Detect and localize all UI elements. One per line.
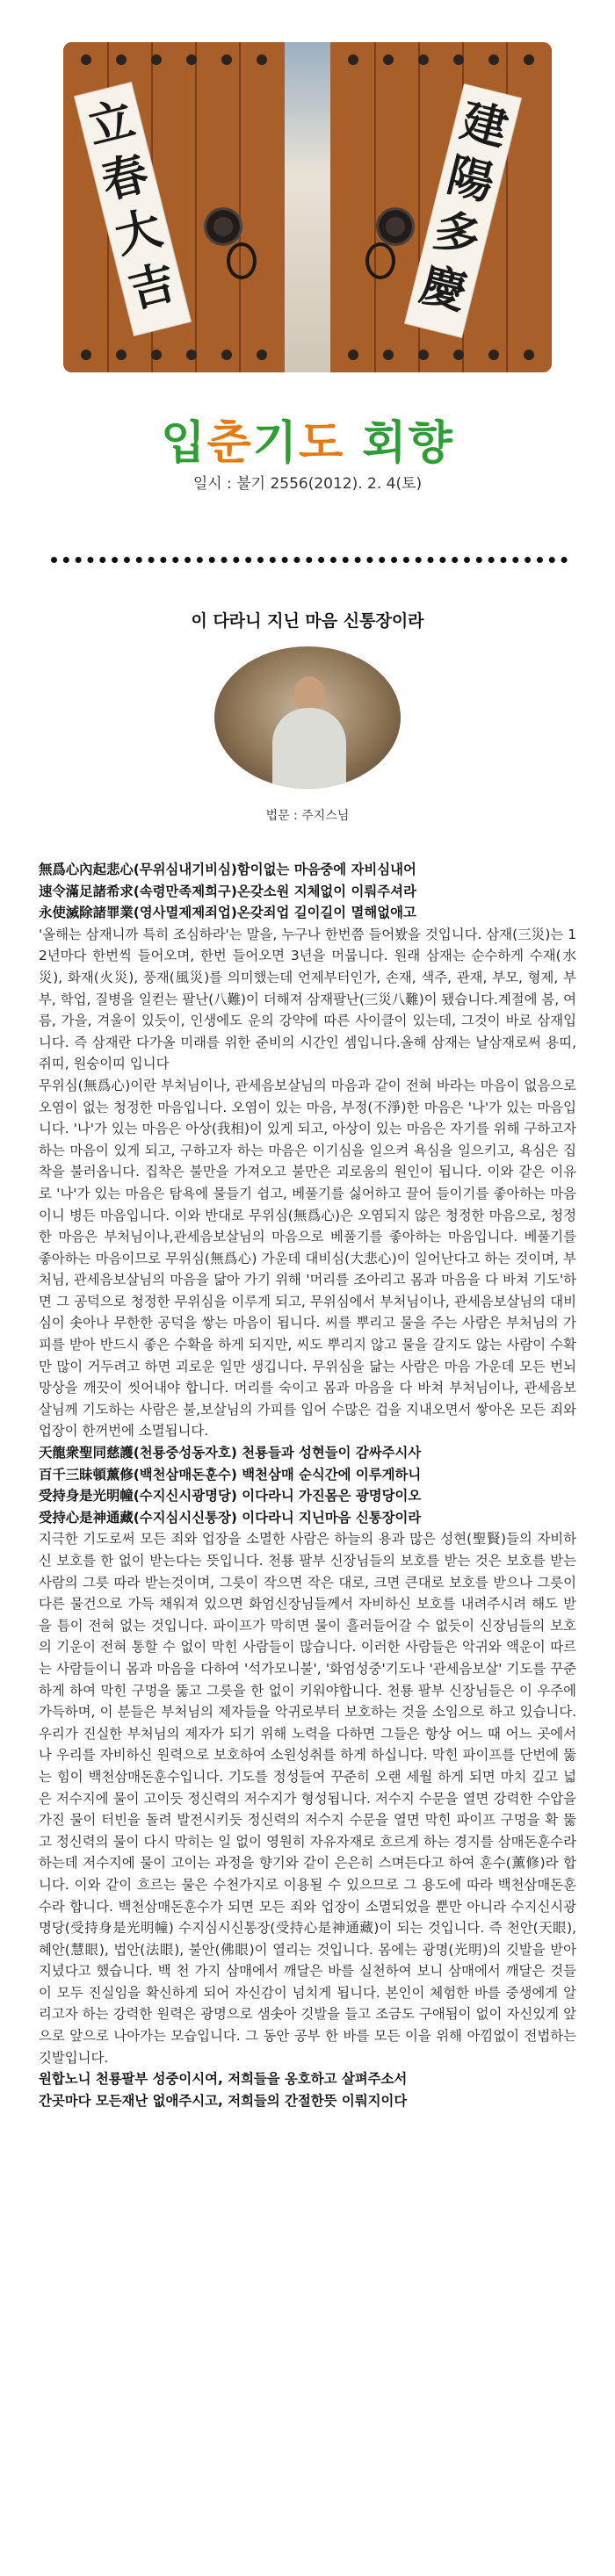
left-scroll-text: 立 春 大 吉 xyxy=(83,91,181,319)
door-ornament-icon xyxy=(376,207,415,246)
title-char: 기 xyxy=(252,417,299,470)
event-date: 일시 : 불기 2556(2012). 2. 4(토) xyxy=(192,475,423,493)
door-ornament-icon xyxy=(204,207,242,246)
door-gap xyxy=(285,42,330,372)
verse-line: 速令滿足諸希求(속령만족제희구)온갖소원 지체없이 이뤄주셔라 xyxy=(39,883,416,899)
page-title xyxy=(0,406,615,472)
title-char: 입 xyxy=(161,417,207,470)
title-char: 도 xyxy=(298,417,345,470)
dotted-divider xyxy=(51,557,568,563)
title-char: 회 xyxy=(362,417,409,470)
verse-line: 간곳마다 모든재난 없애주시고, 저희들의 간절한뜻 이뤄지이다 xyxy=(39,2092,408,2109)
verse-line: 天龍衆聖同慈護(천룡중성동자호) 천룡들과 성현들이 감싸주시사 xyxy=(39,1445,422,1461)
title-char: 춘 xyxy=(206,417,253,470)
body-paragraph: 무위심(無爲心)이란 부처님이나, 관세음보살님의 마음과 같이 전혀 바라는 마음이 없음으로 오염이 없는 청정한 마음입니다. 오염이 있는 마음, 부정(不淨)한 마음은 '나'가 있는 마음입니다. '나'가 있는 마음은 아상(我相)이 있게 되고, 아상이 있는 마음은 자기를 위해 구하고자 하는 마음이 있게 되고, 구하고자 하는 마음은 이기심을 일으켜 욕심을 일으키고, 욕심은 집착을 불러옵니다. 집착은 불만을 가져오고 불만은 괴로움의 원인이 됩니다. 이와 같은 이유로 '나'가 있는 마음은 탐욕에 물들기 쉽고, 베풀기를 싫어하고 끌어 들이기를 좋아하는 마음이니 병든 마음입니다. 이와 반대로 무위심(無爲心)은 오염되지 않은 청정한 마음으로, 청정한 마음은 부처님이나,관세음보살님의 마음으로 베풀기를 좋아하는 마음입니다. 베풀기를 좋아하는 마음이므로 무위심(無爲心) 가운데 대비심(大悲心)이 일어난다고 하는 것이며, 부처님, 관세음보살님의 마음을 닮아 가기 위해 '머리를 조아리고 몸과 마음을 다 바쳐 기도'하면 그 공덕으로 청정한 무위심을 이루게 되고, 무위심에서 부처님이나, 관세음보살님의 대비심이 솟아나 무한한 공덕을 쌓는 마음이 됩니다. 씨를 뿌리고 물을 주는 사람은 부처님의 가피를 받아 반드시 좋은 수확을 하게 되지만, 씨도 뿌리지 않고 물을 갈지도 않는 사람이 수확만 많이 거두려고 하면 괴로운 일만 생깁니다. 무위심을 닮는 사람은 마음 가운데 모든 번뇌 망상을 깨끗이 씻어내야 합니다. 머리를 숙이고 몸과 마음을 다 바쳐 부처님이나, 관세음보살님께 기도하는 사람은 불,보살님의 가피를 입어 수많은 겁을 지내오면서 쌓아온 모든 죄와 업장이 한꺼번에 소멸됩니다. xyxy=(39,1077,576,1440)
verse-line: 受持心是神通藏(수지심시신통장) 이다라니 지닌마음 신통장이라 xyxy=(39,1509,422,1526)
right-scroll-text: 建 陽 多 慶 xyxy=(415,93,513,321)
verse-line: 원합노니 천룡팔부 성중이시여, 저희들을 옹호하고 살펴주소서 xyxy=(39,2071,408,2088)
sermon-body xyxy=(39,859,576,2111)
speaker-photo xyxy=(214,646,401,789)
header-banner-image xyxy=(63,42,552,372)
verse-line: 永使滅除諸罪業(영사멸제제죄업)온갖죄업 길이길이 멸해없애고 xyxy=(39,905,416,921)
body-paragraph: '올해는 삼재니까 특히 조심하라'는 말을, 누구나 한번쯤 들어봤을 것입니다. 삼재(三災)는 12년마다 한번씩 들어오며, 한번 들어오면 3년을 머뭅니다. 원래 삼재는 순수하게 수재(水災), 화재(火災), 풍재(風災)를 의미했는데 언제부터인가, 손재, 색주, 관재, 부모, 형제, 부부, 학업, 질병을 일컫는 팔난(八難)이 더해져 삼재팔난(三災八難)이 됐습니다.계절에 봄, 여름, 가을, 겨울이 있듯이, 인생에도 운의 강약에 따른 사이클이 있는데, 그것이 바로 삼재입니다. 즉 삼재란 다가올 미래를 위한 준비의 시간인 셈입니다.올해 삼재는 날삼재로써 용띠, 쥐띠, 원숭이띠 입니다 xyxy=(39,926,576,1072)
sermon-subtitle: 이 다라니 지닌 마음 신통장이라 xyxy=(191,611,424,631)
door-knocker-icon xyxy=(227,242,257,279)
speaker-caption: 법문 : 주지스님 xyxy=(265,809,350,823)
verse-line: 百千三昧頓薰修(백천삼매돈훈수) 백천삼매 순식간에 이루게하니 xyxy=(39,1466,422,1483)
verse-line: 受持身是光明幢(수지신시광명당) 이다라니 가진몸은 광명당이오 xyxy=(39,1488,422,1504)
body-paragraph: 지극한 기도로써 모든 죄와 업장을 소멸한 사람은 하늘의 용과 많은 성현(聖賢)들의 자비하신 보호를 한 없이 받는다는 뜻입니다. 천룡 팔부 신장님들의 보호를 받는 것은 보호를 받는 사람의 그릇 따라 받는것이며, 그릇이 작으면 작은 대로, 크면 큰대로 보호를 받으나 그릇이 다른 물건으로 가득 채워져 있으면 화엄신장님들께서 자비하신 보호를 내려주시려 해도 받을 틈이 전혀 없는 것입니다. 파이프가 막히면 물이 흘러들어갈 수 없듯이 신장님들의 보호의 기운이 전혀 통할 수 없이 막힌 사람들이 많습니다. 이러한 사람들은 악귀와 액운이 따르는 사람들이니 몸과 마음을 다하여 '석가모니불', '화엄성중'기도나 '관세음보살' 기도를 꾸준하게 하여 막힌 구멍을 뚫고 그릇을 한 없이 키워야합니다. 천룡 팔부 신장님들은 이 우주에 가득하며, 이 분들은 부처님의 제자들을 악귀로부터 보호하는 것을 소임으로 하고 있습니다. 우리가 진실한 부처님의 제자가 되기 위해 노력을 다하면 그들은 항상 어느 때 어느 곳에서나 우리를 자비하신 원력으로 보호하여 소원성취를 하게 하십니다. 막힌 파이프를 단번에 뚫는 힘이 백천삼매돈훈수입니다. 기도를 정성들여 꾸준히 오랜 세월 하게 되면 마치 깊고 넓은 저수지에 물이 고이듯 정신력의 저수지가 형성됩니다. 저수지 수문을 열면 강력한 수압을 가진 물이 터빈을 돌려 발전시키듯 정신력의 저수지 수문을 열면 막힌 파이프 구멍을 확 뚫고 정신력의 물이 다시 막히는 일 없이 영원히 자유자재로 흐르게 하는 경지를 삼매돈훈수라 하는데 저수지에 물이 고이는 과정을 향기와 같이 은은히 스며든다고 하여 훈수(薰修)라 합니다. 이와 같이 흐르는 물은 수천가지로 이용될 수 있으므로 그 용도에 따라 백천삼매돈훈수라 합니다. 백천삼매돈훈수가 되면 모든 죄와 업장이 소멸되었을 뿐만 아니라 수지신시광명당(受持身是光明幢) 수지심시신통장(受持心是神通藏)이 되는 것입니다. 즉 천안(天眼), 혜안(慧眼), 법안(法眼), 불안(佛眼)이 열리는 것입니다. 몸에는 광명(光明)의 깃발을 받아 지녔다고 했습니다. 백 천 가지 삼매에서 깨달은 바를 실천하여 보니 삼매에서 깨달은 것들이 모두 진실임을 확신하게 되어 자신감이 넘치게 됩니다. 본인이 체험한 바를 중생에게 알리고자 하는 강력한 원력은 광명으로 샘솟아 깃발을 들고 조금도 구애됨이 없이 자신있게 앞으로 앞으로 나아가는 모습입니다. 그 동안 공부 한 바를 모든 이을 위해 아낌없이 전법하는 깃발입니다. xyxy=(39,1531,576,2066)
verse-line: 無爲心內起悲心(무위심내기비심)함이없는 마음중에 자비심내어 xyxy=(39,862,416,877)
title-char: 향 xyxy=(408,417,454,470)
title-char xyxy=(344,417,362,470)
door-knocker-icon xyxy=(365,242,395,279)
